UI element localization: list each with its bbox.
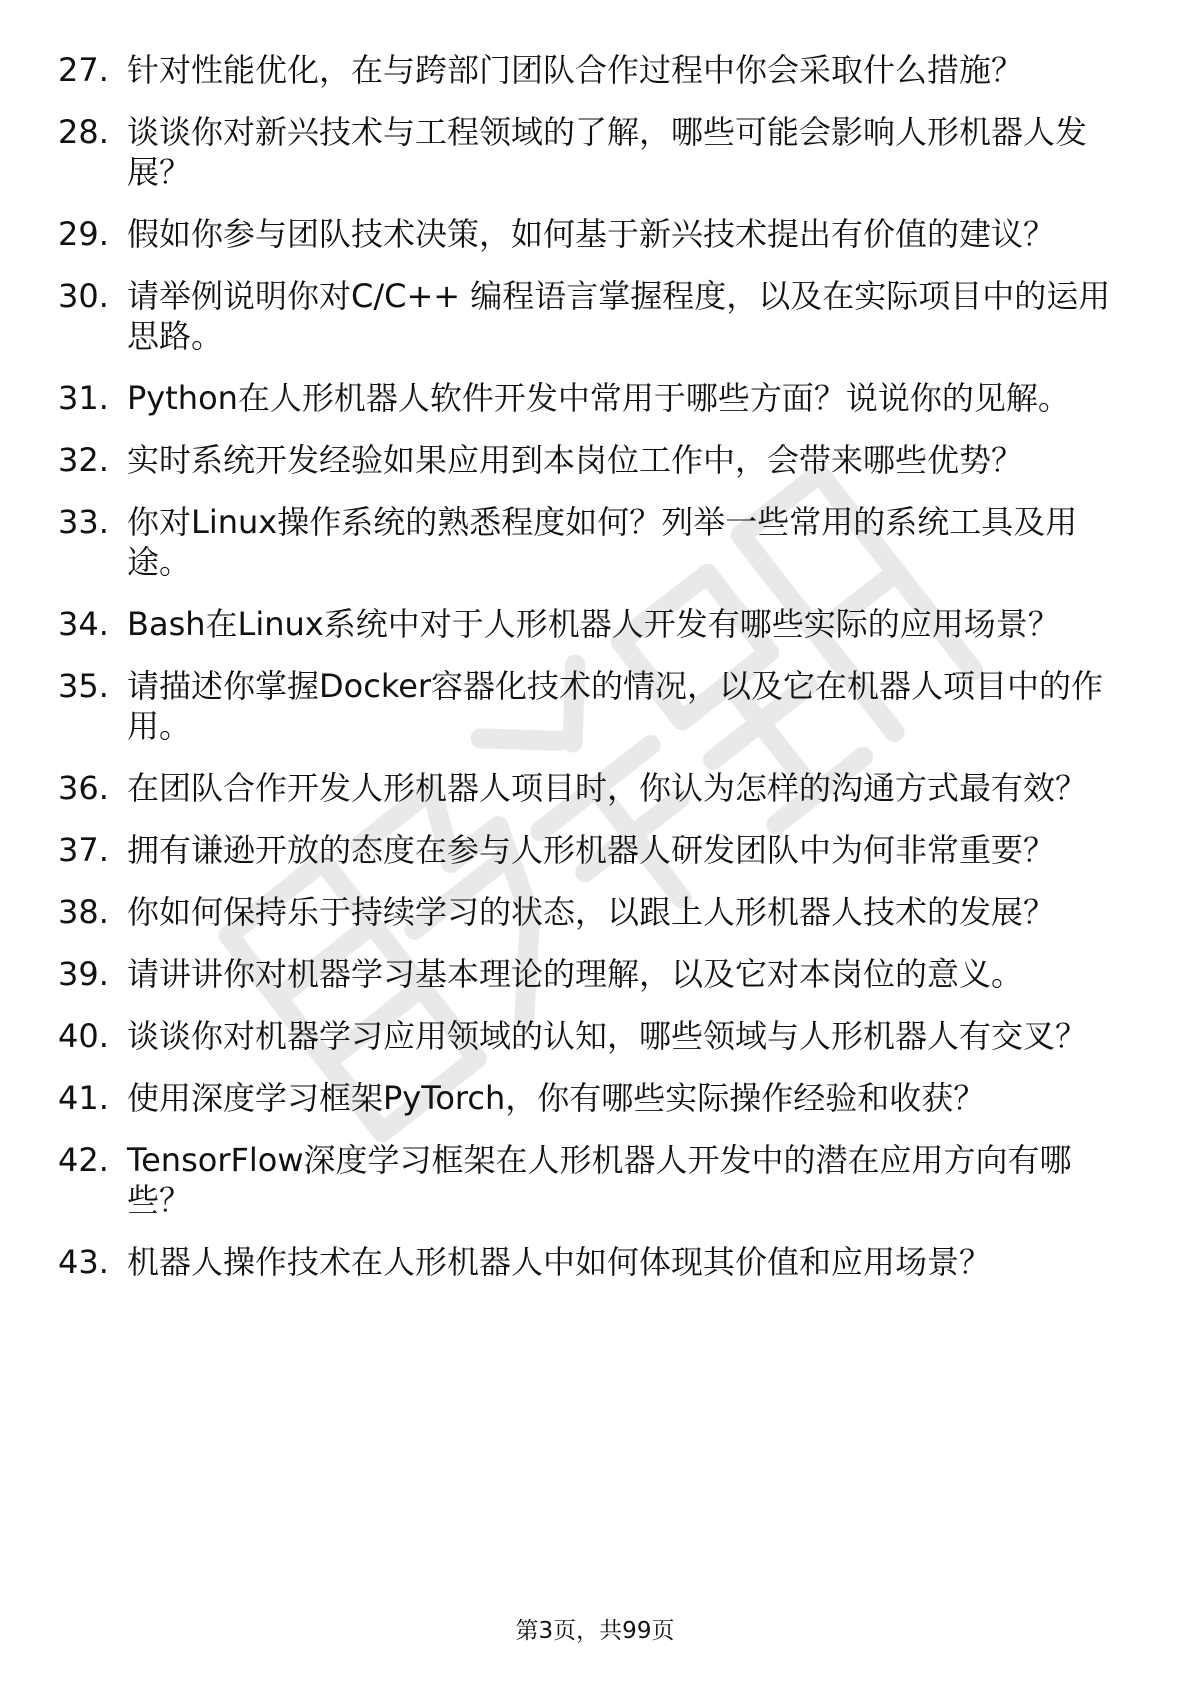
question-text: 针对性能优化，在与跨部门团队合作过程中你会采取什么措施？	[127, 51, 1024, 89]
question-number: 32.	[58, 441, 109, 479]
question-item	[0, 666, 1190, 746]
question-number: 41.	[58, 1079, 109, 1117]
question-item	[0, 830, 1190, 870]
question-item	[0, 1242, 1190, 1282]
question-text: 你如何保持乐于持续学习的状态，以跟上人形机器人技术的发展？	[127, 893, 1056, 931]
question-text: Bash在Linux系统中对于人形机器人开发有哪些实际的应用场景？	[127, 605, 1060, 643]
question-number: 29.	[58, 215, 109, 253]
question-number: 34.	[58, 605, 109, 643]
question-number: 28.	[58, 113, 109, 151]
question-item	[0, 768, 1190, 808]
question-text: 拥有谦逊开放的态度在参与人形机器人研发团队中为何非常重要？	[127, 831, 1056, 869]
question-text: 请举例说明你对C/C++ 编程语言掌握程度，以及在实际项目中的运用思路。	[127, 277, 1111, 355]
question-item	[0, 378, 1190, 418]
page-footer	[0, 1616, 1190, 1646]
question-text: 请描述你掌握Docker容器化技术的情况，以及它在机器人项目中的作用。	[127, 667, 1104, 745]
question-item	[0, 604, 1190, 644]
question-number: 31.	[58, 379, 109, 417]
question-number: 42.	[58, 1141, 109, 1179]
question-item	[0, 112, 1190, 192]
question-text: 使用深度学习框架PyTorch，你有哪些实际操作经验和收获？	[127, 1079, 986, 1117]
question-number: 27.	[58, 51, 109, 89]
question-item	[0, 954, 1190, 994]
question-list	[0, 50, 1190, 1304]
question-text: TensorFlow深度学习框架在人形机器人开发中的潜在应用方向有哪些？	[127, 1141, 1072, 1219]
question-number: 37.	[58, 831, 109, 869]
question-number: 38.	[58, 893, 109, 931]
question-text: 在团队合作开发人形机器人项目时，你认为怎样的沟通方式最有效？	[127, 769, 1088, 807]
question-text: 谈谈你对机器学习应用领域的认知，哪些领域与人形机器人有交叉？	[127, 1017, 1088, 1055]
question-text: 请讲讲你对机器学习基本理论的理解，以及它对本岗位的意义。	[127, 955, 1024, 993]
question-item	[0, 1016, 1190, 1056]
question-number: 43.	[58, 1243, 109, 1281]
question-number: 33.	[58, 503, 109, 541]
question-item	[0, 1078, 1190, 1118]
question-text: Python在人形机器人软件开发中常用于哪些方面？说说你的见解。	[127, 379, 1070, 417]
page-number-label: 第3页，共99页	[515, 1618, 675, 1644]
question-item	[0, 892, 1190, 932]
question-number: 35.	[58, 667, 109, 705]
question-item	[0, 50, 1190, 90]
question-text: 机器人操作技术在人形机器人中如何体现其价值和应用场景？	[127, 1243, 992, 1281]
question-number: 36.	[58, 769, 109, 807]
question-number: 40.	[58, 1017, 109, 1055]
question-item	[0, 1140, 1190, 1220]
question-item	[0, 214, 1190, 254]
question-text: 谈谈你对新兴技术与工程领域的了解，哪些可能会影响人形机器人发展？	[127, 113, 1088, 191]
question-item	[0, 502, 1190, 582]
question-text: 假如你参与团队技术决策，如何基于新兴技术提出有价值的建议？	[127, 215, 1056, 253]
question-number: 39.	[58, 955, 109, 993]
question-item	[0, 276, 1190, 356]
question-item	[0, 440, 1190, 480]
question-number: 30.	[58, 277, 109, 315]
question-text: 你对Linux操作系统的熟悉程度如何？列举一些常用的系统工具及用途。	[127, 503, 1078, 581]
question-text: 实时系统开发经验如果应用到本岗位工作中，会带来哪些优势？	[127, 441, 1024, 479]
